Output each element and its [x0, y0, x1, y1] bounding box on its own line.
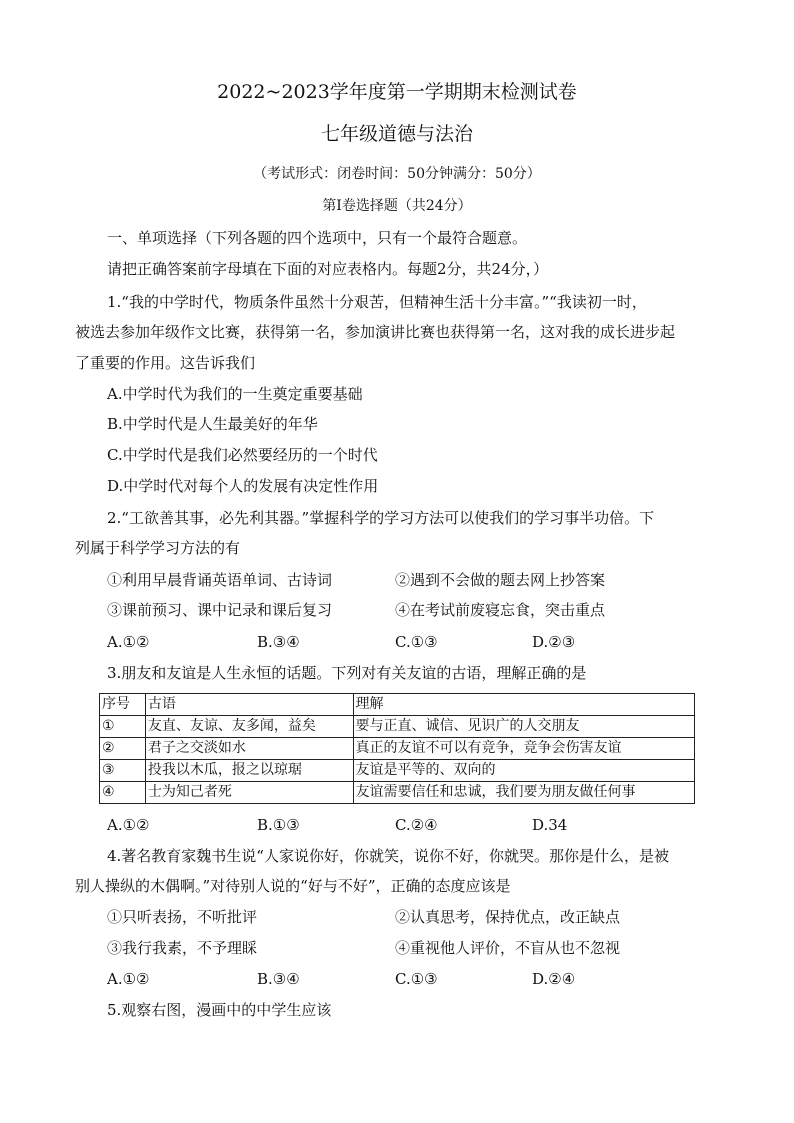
friendship-quotes-table: [99, 693, 695, 804]
section-title: 第Ⅰ卷选择题（共24分）: [322, 198, 472, 214]
table-cell: ②: [100, 738, 146, 760]
table-row: [100, 760, 695, 782]
question-2-option-c: C.①③: [395, 633, 438, 651]
table-cell: 士为知己者死: [145, 782, 353, 804]
table-header-cell: 序号: [100, 694, 146, 716]
exam-title: 2022~2023学年度第一学期期末检测试卷: [217, 81, 577, 103]
table-cell: 要与正直、诚信、见识广的人交朋友: [353, 716, 694, 738]
table-header-row: [100, 694, 695, 716]
question-2-item-3: ③课前预习、课中记录和课后复习: [107, 601, 333, 619]
question-1-option-b: B.中学时代是人生最美好的年华: [107, 415, 318, 433]
question-2-option-b: B.③④: [257, 633, 300, 651]
table-cell: 真正的友谊不可以有竞争，竞争会伤害友谊: [353, 738, 694, 760]
question-4-option-d: D.②④: [532, 970, 576, 988]
question-4-option-a: A.①②: [107, 970, 150, 988]
question-1-option-c: C.中学时代是我们必然要经历的一个时代: [107, 446, 378, 464]
table-row: [100, 782, 695, 804]
table-cell: ①: [100, 716, 146, 738]
question-3-option-a: A.①②: [107, 816, 150, 834]
question-2-item-2: ②遇到不会做的题去网上抄答案: [395, 571, 606, 589]
question-2-option-d: D.②③: [532, 633, 576, 651]
question-4-item-3: ③我行我素，不予理睬: [107, 939, 258, 957]
question-1-stem-line-3: 了重要的作用。这告诉我们: [75, 354, 256, 372]
instructions-line-1: 一、单项选择（下列各题的四个选项中，只有一个最符合题意。: [107, 229, 528, 247]
table-header-cell: 理解: [353, 694, 694, 716]
question-1-option-d: D.中学时代对每个人的发展有决定性作用: [107, 477, 379, 495]
question-2-option-a: A.①②: [107, 633, 150, 651]
question-3-option-b: B.①③: [257, 816, 300, 834]
question-4-option-b: B.③④: [257, 970, 300, 988]
table-cell: 友谊是平等的、双向的: [353, 760, 694, 782]
table-header-cell: 古语: [145, 694, 353, 716]
table-cell: ③: [100, 760, 146, 782]
exam-subtitle: 七年级道德与法治: [320, 123, 473, 145]
table-cell: 君子之交淡如水: [145, 738, 353, 760]
question-3-option-c: C.②④: [395, 816, 438, 834]
question-1-stem-line-1: 1.“我的中学时代，物质条件虽然十分艰苦，但精神生活十分丰富。”“我读初一时，: [107, 293, 647, 311]
question-4-option-c: C.①③: [395, 970, 438, 988]
question-3-option-d: D.34: [532, 816, 568, 834]
table-cell: 投我以木瓜，报之以琼琚: [145, 760, 353, 782]
question-2-stem-line-2: 列属于科学学习方法的有: [75, 539, 241, 557]
question-1-option-a: A.中学时代为我们的一生奠定重要基础: [107, 385, 363, 403]
question-4-stem-line-2: 别人操纵的木偶啊。”对待别人说的“好与不好”，正确的态度应该是: [75, 877, 511, 895]
table-cell: 友直、友谅、友多闻，益矣: [145, 716, 353, 738]
question-4-item-4: ④重视他人评价，不盲从也不忽视: [395, 939, 621, 957]
question-3-stem: 3.朋友和友谊是人生永恒的话题。下列对有关友谊的古语，理解正确的是: [107, 664, 587, 682]
exam-info: （考试形式：闭卷时间：50分钟满分：50分）: [253, 166, 541, 182]
question-2-stem-line-1: 2.“工欲善其事，必先利其器。”掌握科学的学习方法可以使我们的学习事半功倍。下: [107, 509, 655, 527]
table-row: [100, 738, 695, 760]
table-row: [100, 716, 695, 738]
instructions-line-2: 请把正确答案前字母填在下面的对应表格内。每题2分，共24分，）: [107, 260, 549, 278]
table-cell: ④: [100, 782, 146, 804]
question-5-stem: 5.观察右图，漫画中的中学生应该: [107, 1001, 332, 1019]
question-2-item-4: ④在考试前废寝忘食，突击重点: [395, 601, 606, 619]
question-4-item-2: ②认真思考，保持优点，改正缺点: [395, 908, 621, 926]
question-4-item-1: ①只听表扬，不听批评: [107, 908, 258, 926]
question-2-item-1: ①利用早晨背诵英语单词、古诗词: [107, 571, 333, 589]
table-cell: 友谊需要信任和忠诚，我们要为朋友做任何事: [353, 782, 694, 804]
question-4-stem-line-1: 4.著名教育家魏书生说“人家说你好，你就笑，说你不好，你就哭。那你是什么，是被: [107, 847, 669, 865]
question-1-stem-line-2: 被选去参加年级作文比赛，获得第一名，参加演讲比赛也获得第一名，这对我的成长进步起: [75, 323, 676, 341]
